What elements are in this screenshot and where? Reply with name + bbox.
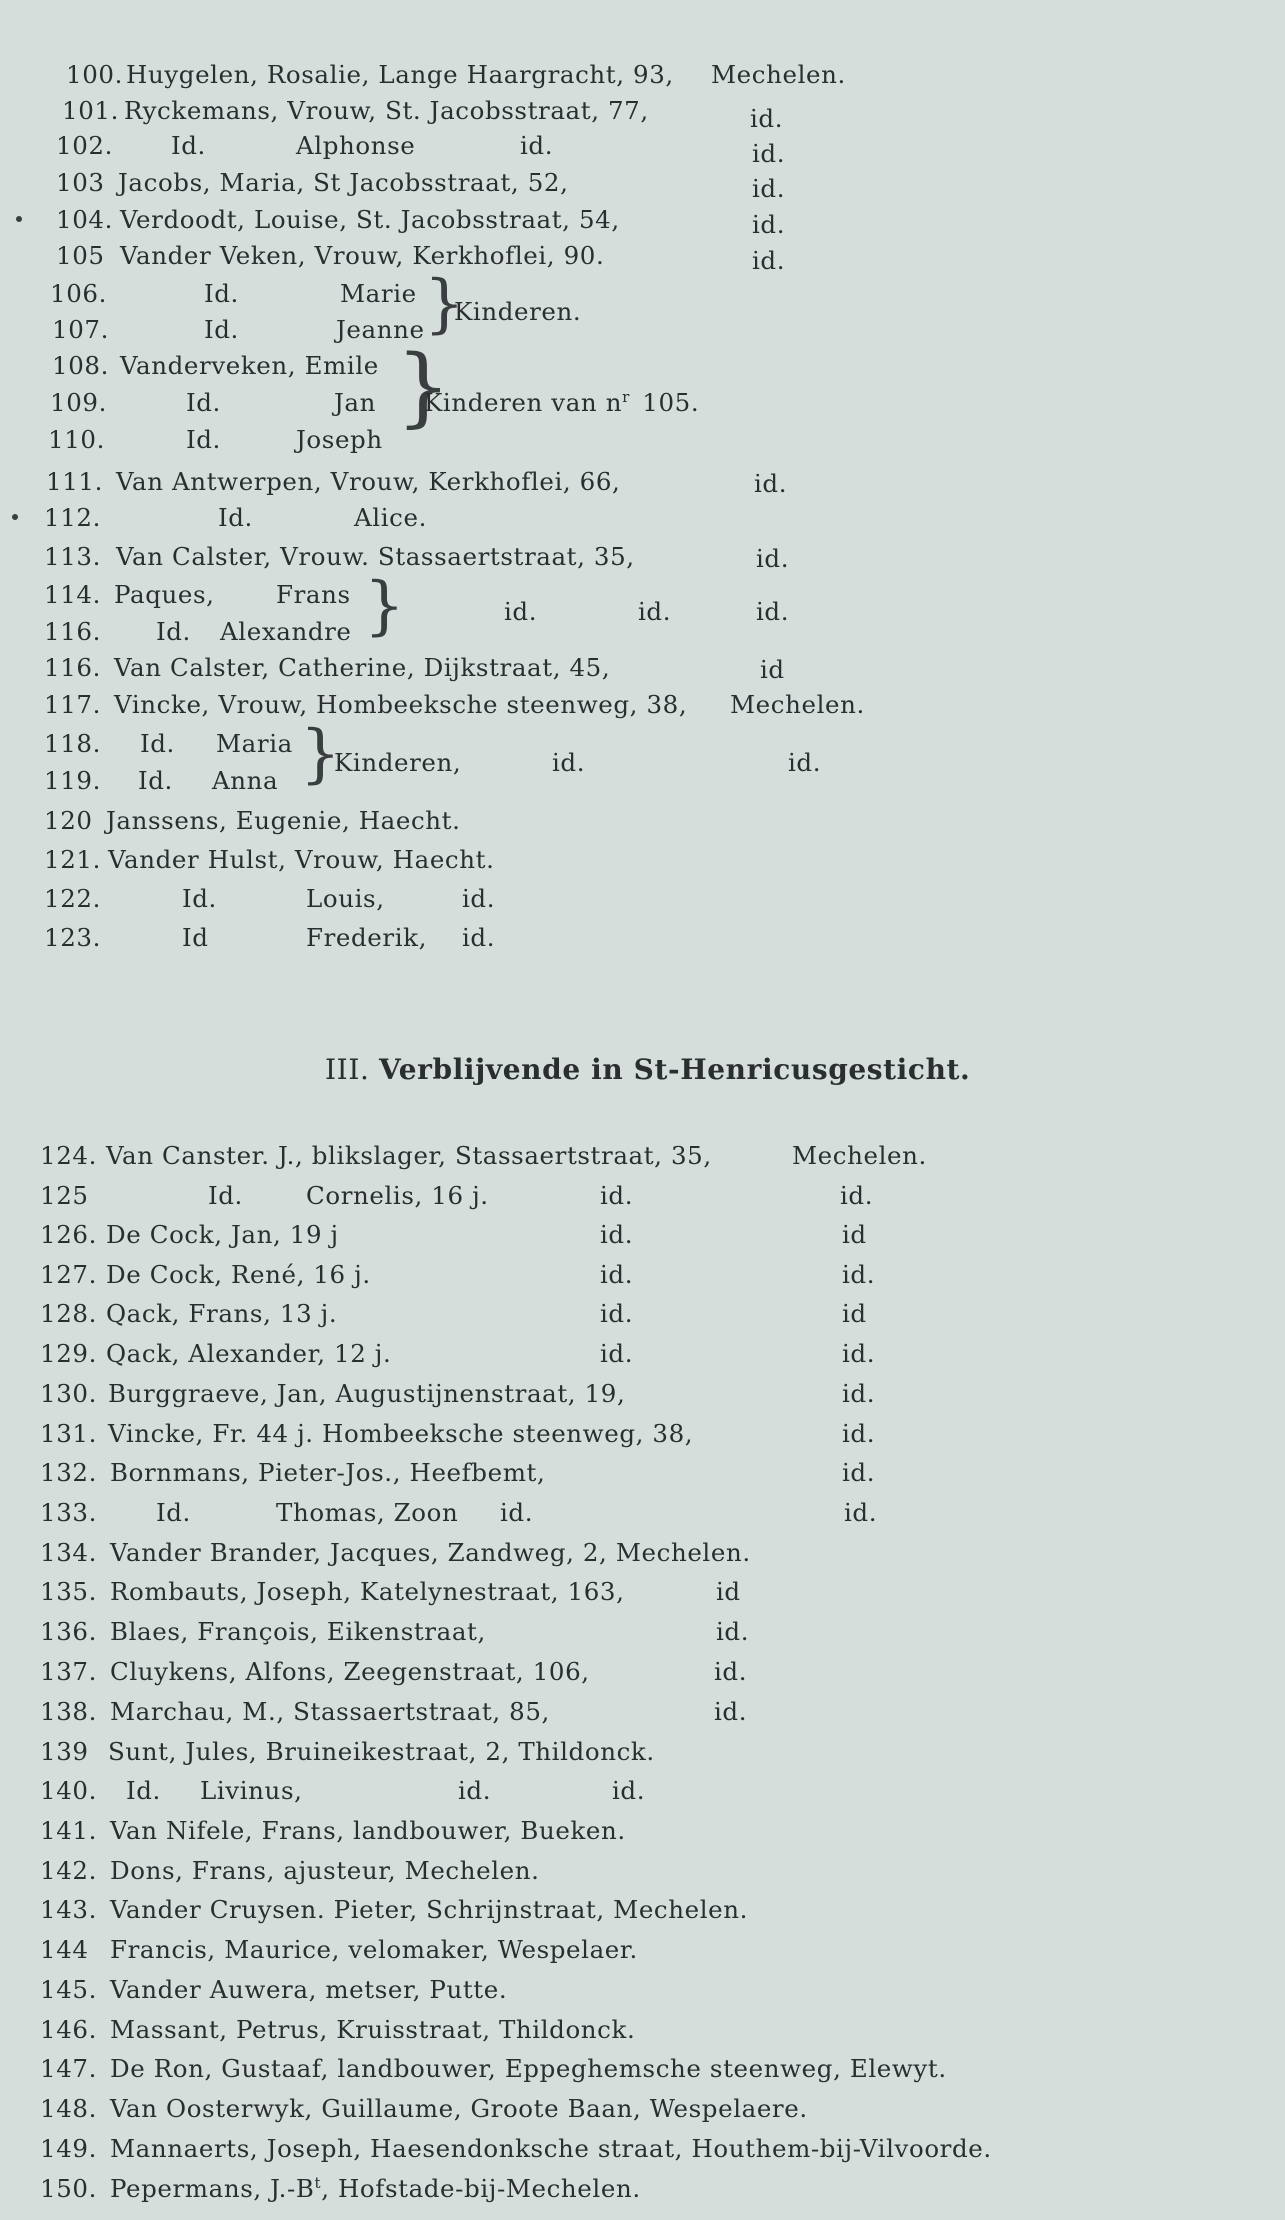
row-text: Rombauts, Joseph, Katelynestraat, 163, [110,1577,625,1606]
row-number: 133. [40,1498,97,1527]
group-text: Kinderen. [454,297,582,326]
row-place: id. [752,174,786,203]
row-number: 107. [52,315,109,344]
row-number: 125 [40,1181,89,1210]
row-number: 103 [56,168,105,197]
section-heading [325,1053,970,1086]
row-place: id [760,655,785,684]
row-number: 128. [40,1299,97,1328]
row-number: 116. [44,617,101,646]
row-firstname: Thomas, Zoon [276,1498,459,1527]
row-number: 105 [56,241,105,270]
row-number: 135. [40,1577,97,1606]
row-number: 142. [40,1856,97,1885]
row-firstname: Maria [216,729,293,758]
row-text: Id. [186,388,221,417]
row-text: Vanderveken, Emile [120,351,379,380]
row-text: Vander Auwera, metser, Putte. [110,1975,508,2004]
row-number: 127. [40,1260,97,1289]
row-number: 119. [44,766,101,795]
row-text: Jacobs, Maria, St Jacobsstraat, 52, [118,168,569,197]
row-number: 130. [40,1379,97,1408]
row-text: Qack, Alexander, 12 j. [106,1339,392,1368]
row-place: id [842,1299,867,1328]
row-number: 129. [40,1339,97,1368]
row-id: id. [600,1299,634,1328]
row-place: id. [842,1458,876,1487]
row-place: id. [714,1657,748,1686]
row-text: Id. [218,503,253,532]
row-text: Vincke, Fr. 44 j. Hombeeksche steenweg, 38, [108,1419,694,1448]
margin-mark [16,216,22,222]
group-id: id. [788,748,822,777]
row-number: 145. [40,1975,97,2004]
row-text: Van Calster, Vrouw. Stassaertstraat, 35, [116,542,635,571]
row-place: id [716,1577,741,1606]
row-place: id [842,1220,867,1249]
row-place: id. [840,1181,874,1210]
row-text: Vander Veken, Vrouw, Kerkhoflei, 90. [120,241,605,270]
row-number: 139 [40,1737,89,1766]
brace-108-110: } [396,337,451,437]
row-text: Vander Cruysen. Pieter, Schrijnstraat, Mechelen. [110,1895,749,1924]
row-text: Id [182,923,209,952]
row-text: Blaes, François, Eikenstraat, [110,1617,486,1646]
row-place: id. [750,104,784,133]
row-id: id. [462,923,496,952]
row-number: 132. [40,1458,97,1487]
row-number: 110. [48,425,105,454]
row-text: Bornmans, Pieter-Jos., Heefbemt, [110,1458,546,1487]
row-number: 114. [44,580,101,609]
row-firstname: Anna [212,766,279,795]
row-number: 141. [40,1816,97,1845]
row-number: 122. [44,884,101,913]
row-place: id. [844,1498,878,1527]
row-firstname: Jan [334,388,377,417]
row-id: id. [462,884,496,913]
row-id: id. [600,1220,634,1249]
row-firstname: Jeanne [336,315,425,344]
row-place: Mechelen. [711,60,846,89]
row-number: 124. [40,1141,97,1170]
margin-mark [12,514,18,520]
row-number: 149. [40,2134,97,2163]
row-number: 146. [40,2015,97,2044]
row-number: 131. [40,1419,97,1448]
row-text: Janssens, Eugenie, Haecht. [106,806,461,835]
row-number: 148. [40,2094,97,2123]
group-text: Kinderen, [334,748,462,777]
row-text: Verdoodt, Louise, St. Jacobsstraat, 54, [120,205,620,234]
row-number: 134. [40,1538,97,1567]
row-text: Van Nifele, Frans, landbouwer, Bueken. [110,1816,626,1845]
row-place: Mechelen. [792,1141,927,1170]
row-text: Id. [186,425,221,454]
row-number: 101. [62,96,119,125]
row-text: Dons, Frans, ajusteur, Mechelen. [110,1856,540,1885]
row-place: id. [716,1617,750,1646]
row-text: Sunt, Jules, Bruineikestraat, 2, Thildonck. [108,1737,655,1766]
row-firstname: Alphonse [296,131,416,160]
row-text: Qack, Frans, 13 j. [106,1299,338,1328]
brace-114-116: } [364,569,405,643]
row-number: 112. [44,503,101,532]
group-id: id. [552,748,586,777]
row-id: id. [600,1260,634,1289]
row-id: id. [500,1498,534,1527]
row-text: Cluykens, Alfons, Zeegenstraat, 106, [110,1657,590,1686]
row-text: Id. [138,766,173,795]
row-text: Huygelen, Rosalie, Lange Haargracht, 93, [126,60,674,89]
row-place: id. [752,139,786,168]
row-number: 104. [56,205,113,234]
row-text: Ryckemans, Vrouw, St. Jacobsstraat, 77, [124,96,649,125]
group-text: Kinderen van $n^r$ 105. [424,388,700,418]
row-place: id. [752,246,786,275]
row-text: Vander Hulst, Vrouw, Haecht. [108,845,495,874]
row-text: Francis, Maurice, velomaker, Wespelaer. [110,1935,638,1964]
row-place: id. [752,210,786,239]
row-number: 140. [40,1776,97,1805]
row-number: 120 [44,806,93,835]
row-text: De Ron, Gustaaf, landbouwer, Eppeghemsche steenweg, Elewyt. [110,2054,947,2083]
row-place: id. [842,1339,876,1368]
heading-title: Verblijvende in St-Henricusgesticht. [379,1053,971,1086]
row-number: 118. [44,729,101,758]
row-place: id. [754,469,788,498]
row-id: id. [600,1181,634,1210]
row-text: Id. [156,617,191,646]
row-text: Van Canster. J., blikslager, Stassaertstraat, 35, [106,1141,712,1170]
brace-106-107: } [424,267,465,341]
row-id: id. [520,131,554,160]
row-text: Mannaerts, Joseph, Haesendonksche straat, Houthem-bij-Vilvoorde. [110,2134,992,2163]
row-text: Van Oosterwyk, Guillaume, Groote Baan, Wespelaere. [110,2094,808,2123]
row-text: Van Antwerpen, Vrouw, Kerkhoflei, 66, [116,467,621,496]
row-text: Vincke, Vrouw, Hombeeksche steenweg, 38, [114,690,688,719]
row-firstname: Alexandre [220,617,352,646]
row-firstname: Joseph [296,425,383,454]
row-place: id. [842,1379,876,1408]
group-id: id. [504,597,538,626]
row-text: Massant, Petrus, Kruisstraat, Thildonck. [110,2015,636,2044]
row-firstname: Cornelis, 16 j. [306,1181,489,1210]
row-number: 126. [40,1220,97,1249]
row-number: 150. [40,2174,97,2203]
row-number: 111. [46,467,103,496]
row-place: id. [842,1260,876,1289]
row-place: Mechelen. [730,690,865,719]
row-firstname: Frederik, [306,923,427,952]
row-text: Van Calster, Catherine, Dijkstraat, 45, [114,653,611,682]
row-number: 121. [44,845,101,874]
row-number: 138. [40,1697,97,1726]
row-number: 144 [40,1935,89,1964]
group-id: id. [756,597,790,626]
row-number: 108. [52,351,109,380]
row-text: Pepermans, $J.-B^t$, Hofstade-bij-Mechelen. [110,2174,641,2204]
row-number: 136. [40,1617,97,1646]
row-number: 123. [44,923,101,952]
heading-roman: III. [325,1053,370,1086]
row-id: id. [458,1776,492,1805]
row-text: Id. [204,279,239,308]
row-firstname: Livinus, [200,1776,303,1805]
row-firstname: Louis, [306,884,385,913]
row-number: 116. [44,653,101,682]
row-number: 113. [44,542,101,571]
row-number: 117. [44,690,101,719]
brace-118-119: } [300,717,341,791]
row-text: Id. [140,729,175,758]
row-text: Burggraeve, Jan, Augustijnenstraat, 19, [108,1379,626,1408]
row-place: id. [842,1419,876,1448]
row-text: Marchau, M., Stassaertstraat, 85, [110,1697,550,1726]
row-text: Id. [156,1498,191,1527]
row-number: 106. [50,279,107,308]
row-text: Id. [171,131,206,160]
row-number: 147. [40,2054,97,2083]
row-text: Id. [182,884,217,913]
row-firstname: Frans [276,580,351,609]
row-firstname: Marie [340,279,417,308]
group-id: id. [638,597,672,626]
row-text: De Cock, Jan, 19 j [106,1220,339,1249]
row-text: Vander Brander, Jacques, Zandweg, 2, Mechelen. [110,1538,751,1567]
row-number: 137. [40,1657,97,1686]
row-text: De Cock, René, 16 j. [106,1260,371,1289]
row-place: id. [714,1697,748,1726]
row-firstname: Alice. [354,503,427,532]
row-id: id. [600,1339,634,1368]
row-number: 143. [40,1895,97,1924]
row-text: Id. [208,1181,243,1210]
row-number: 102. [56,131,113,160]
row-text: Id. [126,1776,161,1805]
row-number: 100. [66,60,123,89]
row-text: Id. [204,315,239,344]
row-place: id. [612,1776,646,1805]
row-text: Paques, [114,580,215,609]
row-number: 109. [50,388,107,417]
row-place: id. [756,544,790,573]
